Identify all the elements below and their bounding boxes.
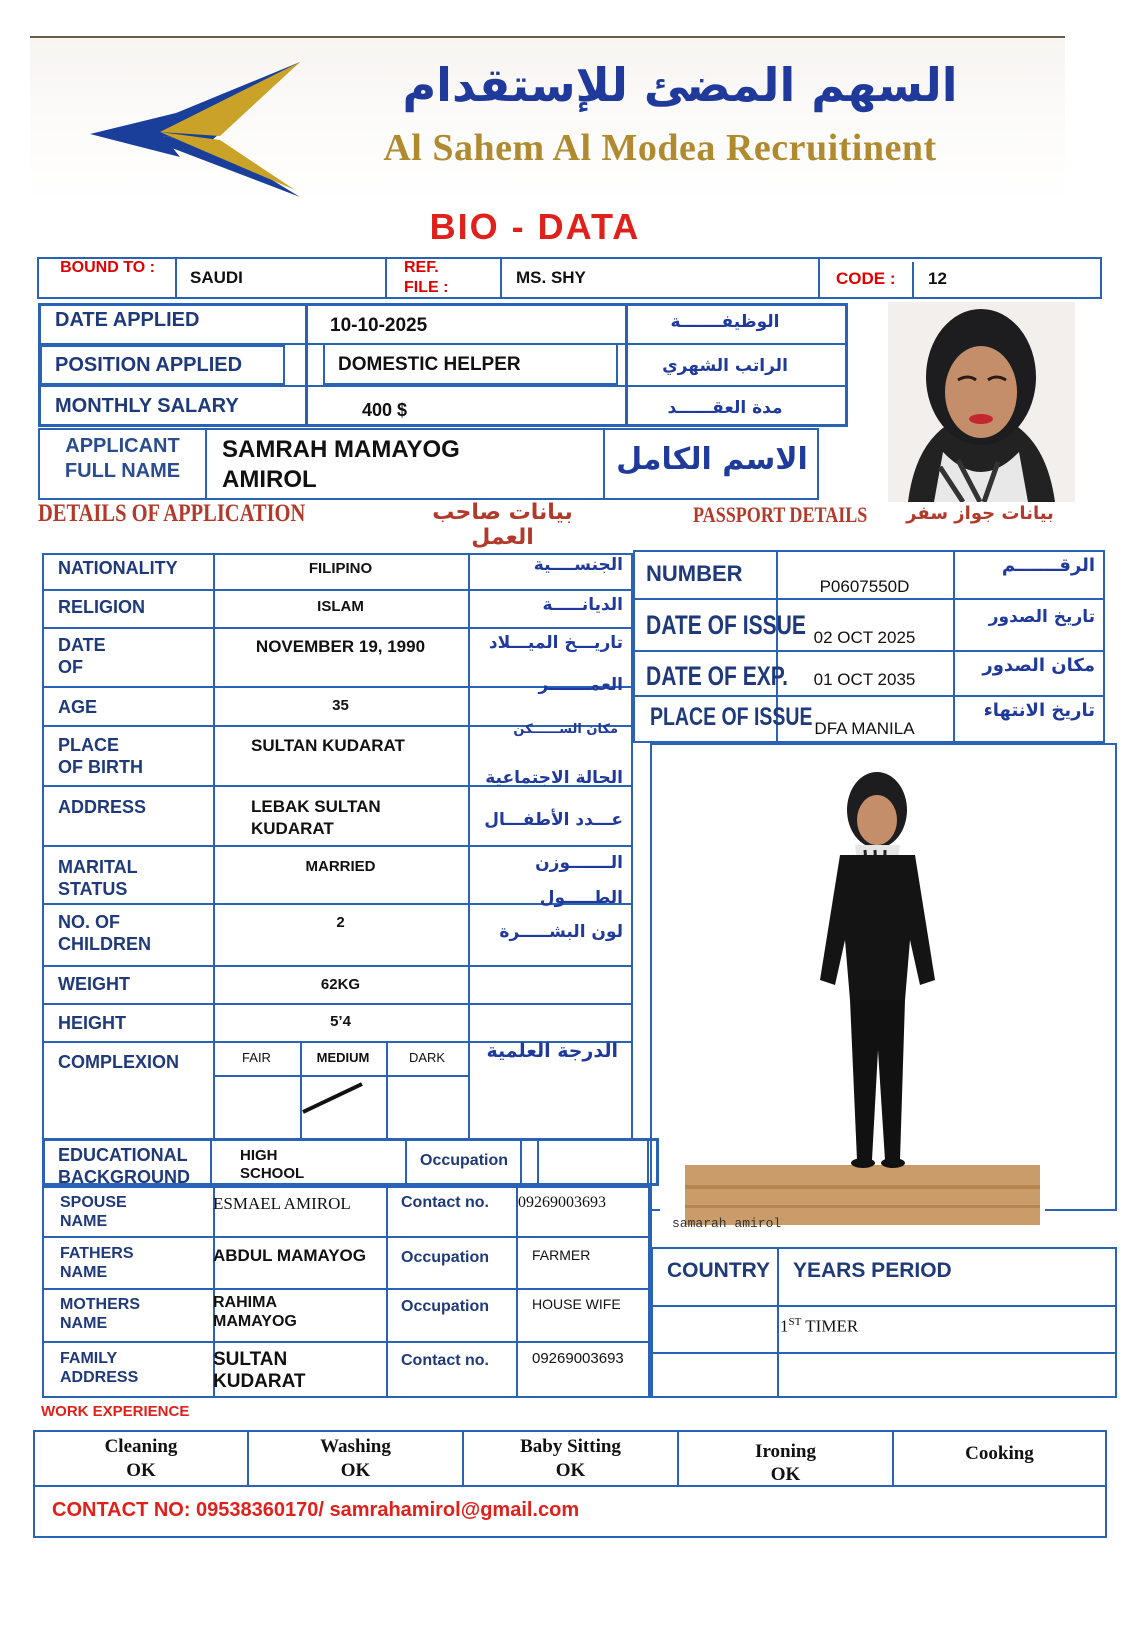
children-label-2: CHILDREN bbox=[58, 934, 151, 954]
country-label: COUNTRY bbox=[667, 1259, 771, 1282]
standing-person-icon bbox=[660, 750, 1045, 1225]
place-of-issue-value: DFA MANILA bbox=[814, 719, 915, 738]
date-applied-value: 10-10-2025 bbox=[330, 315, 428, 336]
marital-arabic: الحالة الاجتماعية bbox=[485, 768, 623, 788]
religion-label: RELIGION bbox=[58, 597, 146, 617]
code-value: 12 bbox=[928, 269, 947, 288]
father-label-2: NAME bbox=[60, 1264, 108, 1281]
full-name-label-2: FULL NAME bbox=[64, 460, 181, 482]
dob-label-1: DATE bbox=[58, 635, 106, 655]
complexion-check-mark bbox=[300, 1078, 386, 1138]
skill-washing: Washing bbox=[320, 1436, 391, 1457]
passport-number-label: NUMBER bbox=[646, 561, 743, 586]
code-label: CODE : bbox=[836, 269, 896, 288]
birthplace-value: SULTAN KUDARAT bbox=[251, 736, 405, 755]
date-of-exp-arabic: مكان الصدور bbox=[982, 655, 1095, 676]
date-applied-label: DATE APPLIED bbox=[55, 309, 200, 331]
father-name-value: ABDUL MAMAYOG bbox=[213, 1246, 367, 1265]
address-label: ADDRESS bbox=[58, 797, 147, 817]
family-address-label-1: FAMILY bbox=[60, 1350, 118, 1367]
education-value-1: HIGH bbox=[240, 1147, 278, 1164]
portrait-icon bbox=[888, 302, 1075, 502]
passport-number-arabic: الرقـــــــم bbox=[1001, 555, 1095, 576]
full-body-photo bbox=[660, 750, 1045, 1231]
monthly-salary-arabic: مدة العقــــــد bbox=[667, 398, 783, 418]
mother-occupation-value: HOUSE WIFE bbox=[532, 1296, 621, 1312]
position-applied-value: DOMESTIC HELPER bbox=[338, 354, 521, 375]
monthly-salary-value: 400 $ bbox=[362, 400, 408, 420]
timer-value bbox=[780, 1316, 858, 1337]
date-of-issue-label: DATE OF ISSUE bbox=[646, 610, 806, 640]
education-label-2: BACKGROUND bbox=[58, 1167, 190, 1187]
passport-section-arabic: بيانات جواز سفر bbox=[906, 503, 1054, 524]
date-of-exp-label: DATE OF EXP. bbox=[646, 661, 788, 691]
address-value-1: LEBAK SULTAN bbox=[251, 797, 381, 816]
date-of-exp-value: 01 OCT 2035 bbox=[813, 670, 916, 689]
full-name-value-1: SAMRAH MAMAYOG bbox=[222, 436, 460, 463]
weight-label: WEIGHT bbox=[58, 974, 130, 994]
address-value-2: KUDARAT bbox=[251, 819, 334, 838]
height-value: 5’4 bbox=[330, 1013, 351, 1030]
date-of-issue-arabic: تاريخ الصدور bbox=[988, 607, 1095, 627]
age-label: AGE bbox=[58, 697, 98, 717]
skill-ironing-status: OK bbox=[770, 1464, 801, 1485]
contact-info: CONTACT NO: 09538360170/ samrahamirol@gmail.com bbox=[52, 1499, 580, 1521]
complexion-option-dark: DARK bbox=[408, 1050, 446, 1065]
skill-baby-sitting-status: OK bbox=[555, 1460, 586, 1481]
mother-name-value-1: RAHIMA bbox=[213, 1294, 277, 1311]
dob-label-2: OF bbox=[58, 657, 83, 677]
skill-ironing: Ironing bbox=[755, 1441, 816, 1462]
employer-section-arabic: بيانات صاحب العمل bbox=[432, 500, 573, 550]
nationality-value: FILIPINO bbox=[308, 560, 373, 577]
skill-cleaning-status: OK bbox=[126, 1460, 156, 1481]
passport-number-value: P0607550D bbox=[819, 577, 910, 596]
complexion-arabic: لون البشـــــرة bbox=[499, 922, 623, 942]
years-period-label: YEARS PERIOD bbox=[793, 1259, 952, 1282]
birthplace-arabic: مكان الســــــكن bbox=[513, 722, 618, 737]
ref-file-label: REF. FILE : bbox=[404, 259, 449, 296]
family-contact-label: Contact no. bbox=[401, 1352, 489, 1369]
applicant-portrait-photo bbox=[888, 302, 1075, 502]
passport-section-title: PASSPORT DETAILS bbox=[693, 502, 868, 527]
religion-arabic: الديانـــــة bbox=[542, 595, 623, 615]
complexion-label: COMPLEXION bbox=[58, 1052, 180, 1072]
weight-value: 62KG bbox=[320, 976, 361, 993]
logo-banner bbox=[30, 36, 1065, 202]
timer-number: 1 bbox=[780, 1316, 789, 1336]
birthplace-label-1: PLACE bbox=[58, 735, 120, 755]
position-applied-arabic: الراتب الشهري bbox=[662, 356, 788, 376]
nationality-arabic: الجنســــية bbox=[533, 555, 623, 575]
spouse-label-1: SPOUSE bbox=[60, 1194, 127, 1211]
full-name-arabic: الاسم الكامل bbox=[616, 442, 808, 477]
skill-cooking: Cooking bbox=[965, 1443, 1034, 1464]
skill-washing-status: OK bbox=[340, 1460, 371, 1481]
marital-label-1: MARITAL bbox=[58, 857, 138, 877]
height-label: HEIGHT bbox=[58, 1013, 127, 1033]
weight-arabic: الـــــــوزن bbox=[535, 853, 623, 873]
full-name-label-1: APPLICANT bbox=[65, 435, 180, 457]
age-value: 35 bbox=[332, 697, 349, 714]
mother-label-2: NAME bbox=[60, 1315, 108, 1332]
children-arabic: عـــدد الأطفـــال bbox=[484, 810, 623, 830]
father-occupation-label: Occupation bbox=[401, 1249, 490, 1266]
children-value: 2 bbox=[336, 914, 345, 931]
education-label-1: EDUCATIONAL bbox=[58, 1145, 188, 1165]
family-address-label-2: ADDRESS bbox=[60, 1369, 139, 1386]
monthly-salary-label: MONTHLY SALARY bbox=[55, 395, 239, 417]
education-occupation-label: Occupation bbox=[420, 1152, 509, 1169]
complexion-option-medium: MEDIUM bbox=[316, 1050, 370, 1065]
timer-superscript: ST bbox=[788, 1316, 802, 1328]
birthplace-label-2: OF BIRTH bbox=[58, 757, 143, 777]
full-name-value-2: AMIROL bbox=[222, 466, 317, 493]
date-applied-arabic: الوظيفـــــــة bbox=[670, 312, 780, 332]
father-occupation-value: FARMER bbox=[532, 1247, 591, 1263]
skill-baby-sitting: Baby Sitting bbox=[520, 1436, 621, 1457]
marital-value: MARRIED bbox=[305, 858, 376, 875]
mother-name-value-2: MAMAYOG bbox=[213, 1313, 297, 1330]
family-contact-value: 09269003693 bbox=[532, 1350, 624, 1367]
details-section-title: DETAILS OF APPLICATION bbox=[38, 500, 306, 527]
bound-to-label: BOUND TO : bbox=[60, 259, 155, 276]
marital-label-2: STATUS bbox=[58, 879, 128, 899]
arabic-company-name: السهم المضئ للإستقدام bbox=[402, 58, 958, 112]
spouse-name-value: ESMAEL AMIROL bbox=[213, 1194, 351, 1213]
family-address-value-2: KUDARAT bbox=[213, 1371, 306, 1392]
father-label-1: FATHERS bbox=[60, 1245, 134, 1262]
place-of-issue-label: PLACE OF ISSUE bbox=[650, 703, 813, 731]
photo-caption: samarah amirol bbox=[672, 1216, 782, 1231]
age-arabic: العمـــــــر bbox=[538, 675, 623, 695]
company-name: Al Sahem Al Modea Recruitinent bbox=[383, 127, 937, 169]
education-value-2: SCHOOL bbox=[240, 1165, 305, 1182]
nationality-label: NATIONALITY bbox=[58, 558, 178, 578]
dob-arabic: تاريـــخ الميـــلاد bbox=[488, 633, 623, 653]
timer-suffix: TIMER bbox=[801, 1316, 859, 1336]
place-of-issue-arabic: تاريخ الانتهاء bbox=[983, 700, 1095, 721]
education-arabic: الدرجة العلمية bbox=[486, 1040, 618, 1062]
mother-label-1: MOTHERS bbox=[60, 1296, 140, 1313]
work-experience-title: WORK EXPERIENCE bbox=[41, 1403, 190, 1420]
complexion-option-fair: FAIR bbox=[242, 1050, 271, 1065]
date-of-issue-value: 02 OCT 2025 bbox=[813, 628, 916, 647]
spouse-contact-value: 09269003693 bbox=[518, 1194, 606, 1211]
spouse-label-2: NAME bbox=[60, 1213, 108, 1230]
skill-cleaning: Cleaning bbox=[104, 1436, 178, 1457]
religion-value: ISLAM bbox=[317, 598, 364, 615]
ref-file-value: MS. SHY bbox=[516, 268, 586, 287]
spouse-contact-label: Contact no. bbox=[401, 1194, 489, 1211]
family-address-value-1: SULTAN bbox=[213, 1349, 288, 1370]
mother-occupation-label: Occupation bbox=[401, 1298, 490, 1315]
bound-to-value: SAUDI bbox=[190, 268, 243, 287]
dob-value: NOVEMBER 19, 1990 bbox=[255, 637, 426, 656]
height-arabic: الطـــــول bbox=[539, 888, 623, 908]
position-applied-label: POSITION APPLIED bbox=[55, 354, 243, 376]
children-label-1: NO. OF bbox=[58, 912, 120, 932]
page-title: BIO - DATA bbox=[429, 206, 641, 247]
